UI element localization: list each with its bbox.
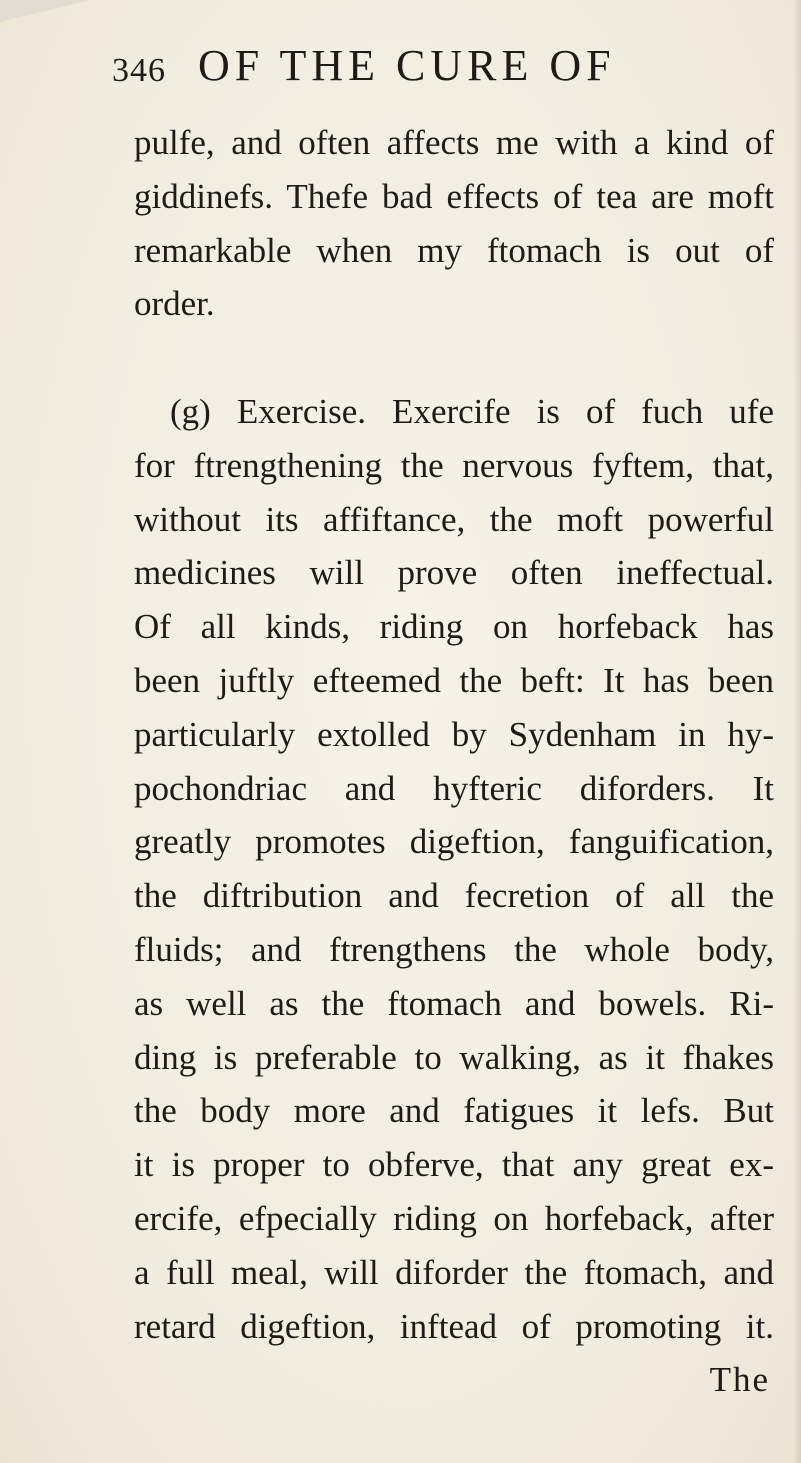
text-line: been juftly efteemed the beft: It has been	[134, 660, 774, 700]
catchword: The	[709, 1360, 770, 1400]
text-line: particularly extolled by Sydenham in hy-	[134, 714, 774, 754]
text-line: medicines will prove often ineffectual.	[134, 553, 774, 593]
running-head: OF THE CURE OF	[198, 41, 616, 90]
text-line: remarkable when my ftomach is out of	[134, 230, 774, 270]
page-corner-fold	[0, 0, 90, 22]
text-line: the diftribution and fecretion of all the	[134, 876, 774, 916]
text-line: it is proper to obferve, that any great ex-	[134, 1145, 774, 1185]
page-number: 346	[112, 52, 166, 89]
page-edge-shadow	[793, 0, 801, 1463]
text-line: fluids; and ftrengthens the whole body,	[134, 929, 774, 969]
text-line: ercife, efpecially riding on horfeback, after	[134, 1198, 774, 1238]
text-line: as well as the ftomach and bowels. Ri-	[134, 983, 774, 1023]
page-header	[112, 40, 752, 100]
text-line: retard digeftion, inftead of promoting it.	[134, 1306, 774, 1346]
text-line: ding is preferable to walking, as it fhakes	[134, 1037, 774, 1077]
text-line: pulfe, and often affects me with a kind of	[134, 123, 774, 162]
text-line: a full meal, will diforder the ftomach, and	[134, 1252, 774, 1292]
paragraph-gap	[134, 331, 774, 385]
text-line: Of all kinds, riding on horfeback has	[134, 607, 774, 647]
text-line: (g) Exercise. Exercife is of fuch ufe	[170, 391, 774, 431]
text-line: for ftrengthening the nervous fyftem, that,	[134, 445, 774, 485]
text-line: the body more and fatigues it lefs. But	[134, 1091, 774, 1131]
text-line: greatly promotes digeftion, fanguification,	[134, 822, 774, 862]
text-line: pochondriac and hyfteric diforders. It	[134, 768, 774, 808]
body-text	[134, 116, 774, 1407]
text-line: without its affiftance, the moft powerful	[134, 499, 774, 539]
text-line: order.	[134, 284, 215, 324]
text-line: giddinefs. Thefe bad effects of tea are moft	[134, 176, 774, 216]
